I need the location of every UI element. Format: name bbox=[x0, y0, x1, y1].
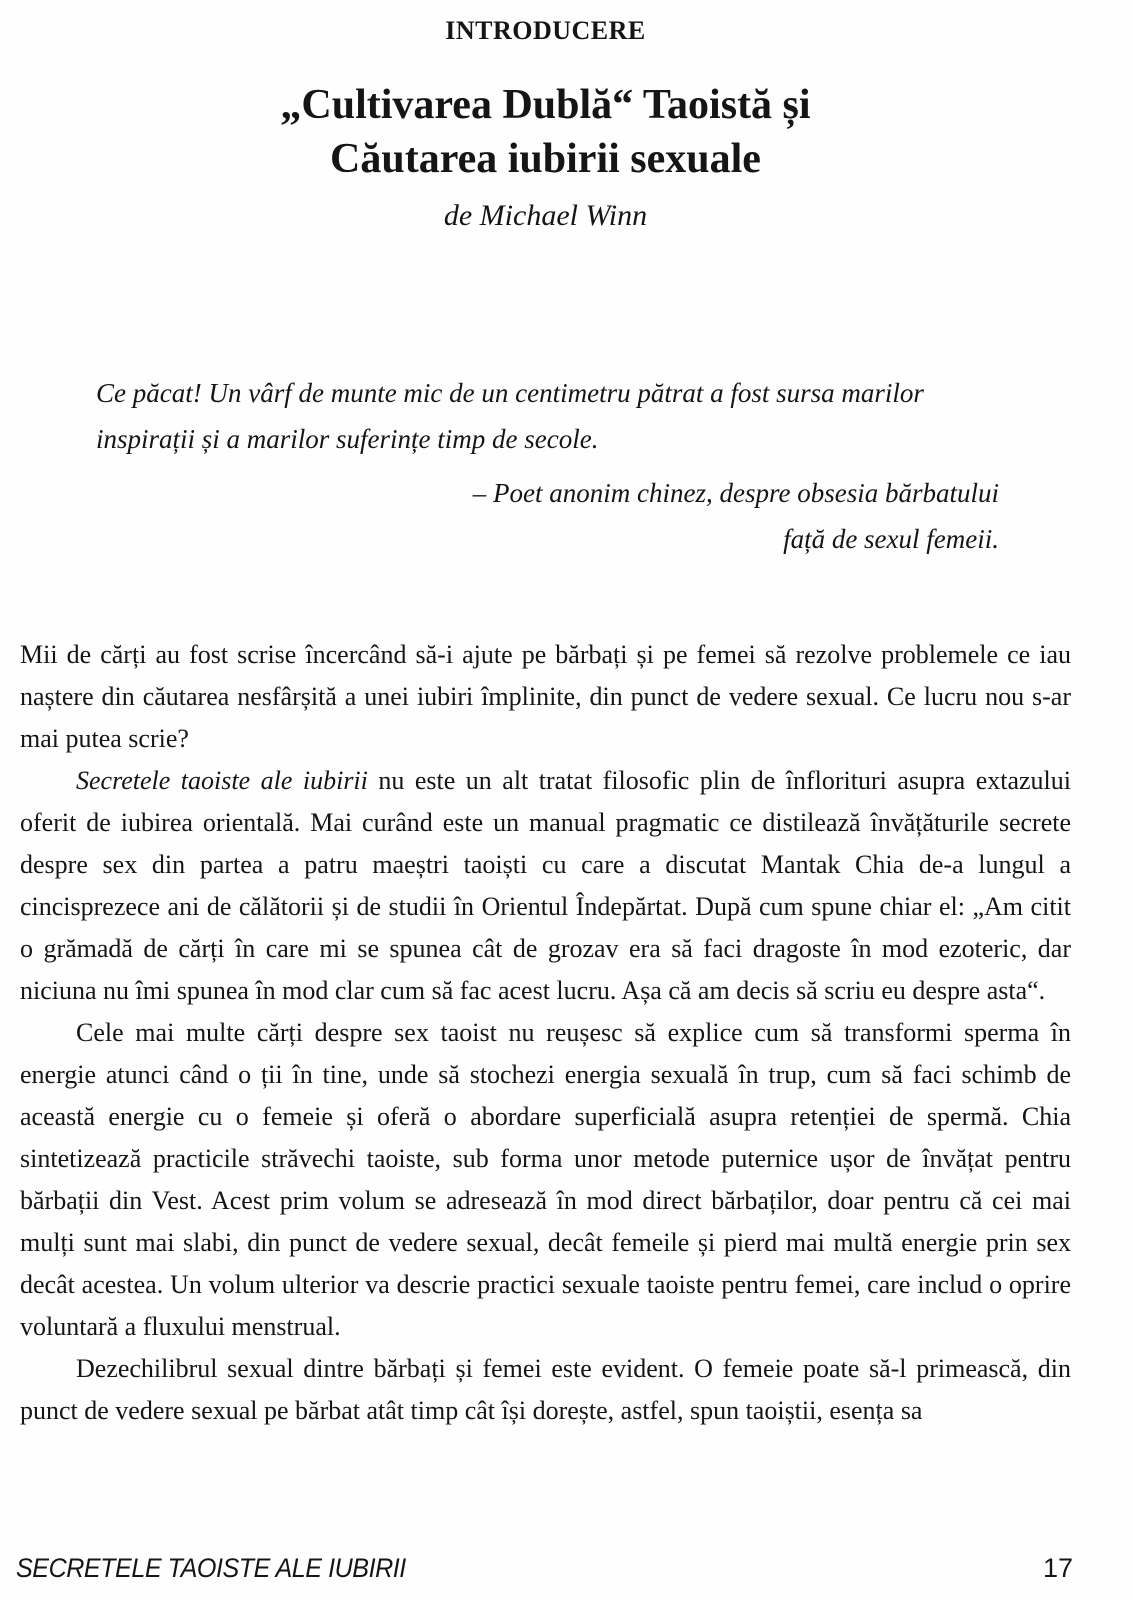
byline: de Michael Winn bbox=[443, 199, 648, 232]
body-paragraph-4 bbox=[20, 1348, 1071, 1432]
body-paragraph-3-text: Cele mai multe cărți despre sex taoist nu reușesc să explice cum să transformi sperma în energie atunci când o ții în tine, unde să stochezi energia sexuală în trup, cum să faci schimb de această energie cu o femeie și oferă o abordare superficială asupra retenției de spermă. Chia sintetizează practicile străvechi taoiste, sub forma unor metode puternice ușor de învățat pentru bărbații din Vest. Acest prim volum se adresează în mod direct bărbaților, doar pentru că cei mai mulți sunt mai slabi, din punct de vedere sexual, decât femeile și pierd mai multă energie prin sex decât acestea. Un volum ulterior va descrie practici sexuale taoiste pentru femei, care includ o oprire voluntară a fluxului menstrual. bbox=[20, 1018, 1071, 1341]
epigraph bbox=[96, 370, 999, 562]
page-title bbox=[20, 78, 1071, 186]
page-footer bbox=[16, 1553, 1073, 1584]
book-title-reference-italic: Secretele taoiste ale iubirii bbox=[76, 766, 368, 795]
body-paragraph-2 bbox=[20, 760, 1071, 1012]
body-paragraph-4-text: Dezechilibrul sexual dintre bărbați și femei este evident. O femeie poate să-l primească, din punct de vedere sexual pe bărbat atât timp cât își dorește, astfel, spun taoiștii, esența sa bbox=[20, 1354, 1071, 1425]
body-paragraph-3 bbox=[20, 1012, 1071, 1348]
body-text bbox=[20, 634, 1071, 1432]
body-paragraph-1 bbox=[20, 634, 1071, 760]
footer-book-title: SECRETELE TAOISTE ALE IUBIRII bbox=[16, 1553, 406, 1583]
section-label: INTRODUCERE bbox=[445, 16, 646, 45]
body-paragraph-2-text: nu este un alt tratat filosofic plin de înflorituri asupra extazului oferit de iubirea orientală. Mai curând este un manual pragmatic ce distilează învățăturile secrete despre sex din partea a patru maeștri taoiști cu care a discutat Mantak Chia de-a lungul a cincisprezece ani de călătorii și de studii în Orientul Îndepărtat. După cum spune chiar el: „Am citit o grămadă de cărți în care mi se spunea cât de grozav era să faci dragoste în mod ezoteric, dar niciuna nu îmi spunea în mod clar cum să fac acest lucru. Așa că am decis să scriu eu despre asta“. bbox=[20, 766, 1071, 1005]
epigraph-attribution bbox=[96, 470, 999, 562]
page-title-line-1: „Cultivarea Dublă“ Taoistă și bbox=[280, 82, 811, 128]
epigraph-quote-text: Ce păcat! Un vârf de munte mic de un centimetru pătrat a fost sursa marilor inspirații și a marilor suferințe timp de secole. bbox=[96, 378, 924, 454]
epigraph-attribution-line-2: față de sexul femeii. bbox=[783, 524, 999, 554]
page-title-line-2: Căutarea iubirii sexuale bbox=[330, 136, 761, 182]
page-number: 17 bbox=[1042, 1553, 1073, 1583]
epigraph-attribution-line-1: – Poet anonim chinez, despre obsesia bărbatului bbox=[472, 478, 999, 508]
body-paragraph-1-text: Mii de cărți au fost scrise încercând să-i ajute pe bărbați și pe femei să rezolve problemele ce iau naștere din căutarea nesfârșită a unei iubiri împlinite, din punct de vedere sexual. Ce lucru nou s-ar mai putea scrie? bbox=[20, 640, 1071, 753]
